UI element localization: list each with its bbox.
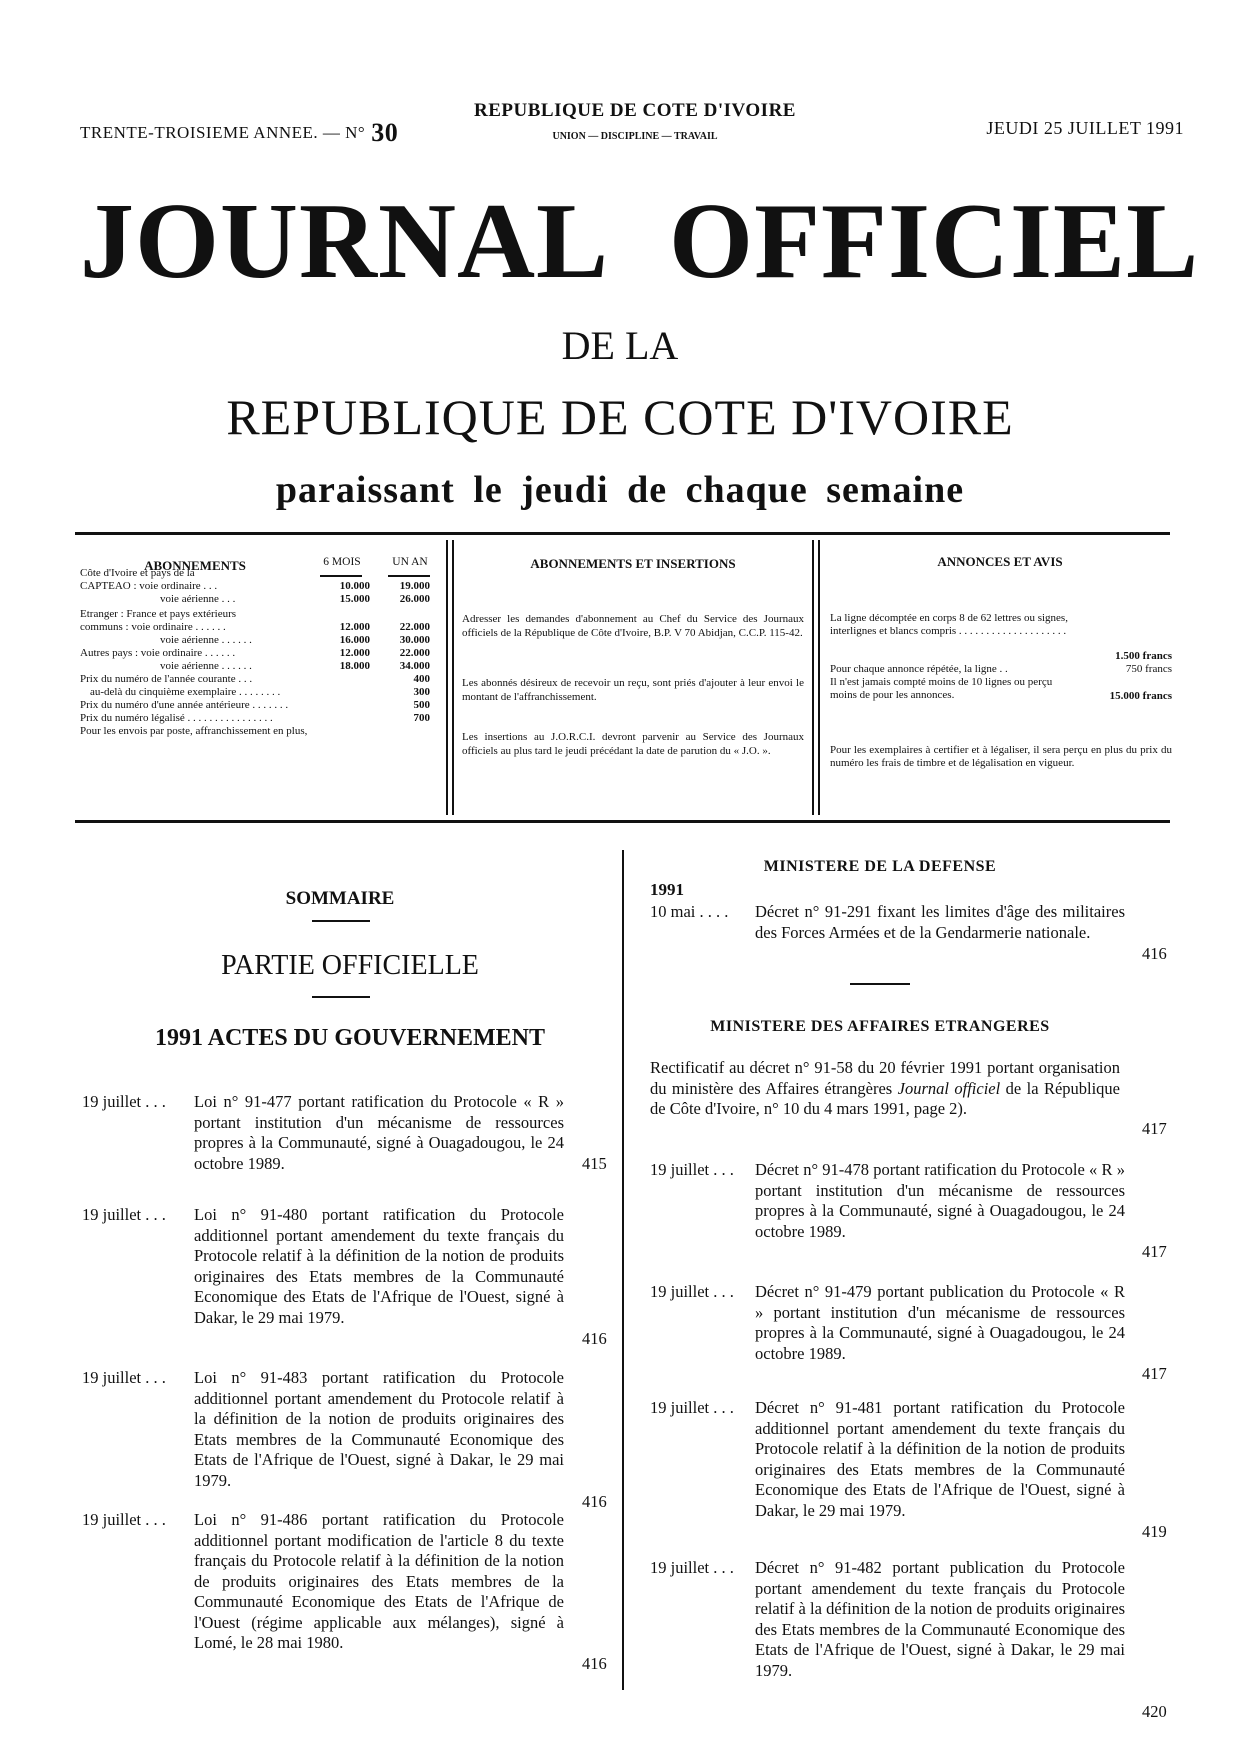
entry-page-number: 416: [1142, 944, 1167, 963]
abonnement-6mois-value: 10.000: [339, 580, 370, 592]
abonnement-an-value: 34.000: [399, 660, 430, 672]
entry-date: 19 juillet . . .: [82, 1510, 166, 1529]
annonces-heading: ANNONCES ET AVIS: [937, 554, 1063, 569]
abonnement-an-value: 30.000: [399, 634, 430, 646]
republic-title: REPUBLIQUE DE COTE D'IVOIRE: [226, 389, 1014, 445]
partie-rule: [312, 996, 370, 998]
entry-text: Loi n° 91-486 portant ratification du Protocole additionnel portant modification de l'article 8 du texte français du Protocole relatif à la définition de la notion de produits originaires des Etats membres de la Communauté Economique des Etats de l'Afrique de l'Ouest (régime applicable aux mélanges), signé à Lomé, le 28 mai 1980.: [194, 1510, 564, 1652]
entry-text: Décret n° 91-291 fixant les limites d'âge des militaires des Forces Armées et de la Gendarmerie nationale.: [755, 902, 1125, 942]
abonnement-row: [80, 621, 440, 634]
box-top-rule: [75, 532, 1170, 535]
abonnement-label: voie aérienne . . . . . .: [160, 660, 252, 672]
abonnement-row: [80, 580, 440, 593]
defense-year: 1991: [650, 880, 684, 899]
abonnement-row: [80, 686, 440, 699]
abonnement-an-value: 26.000: [399, 593, 430, 605]
republic-header: REPUBLIQUE DE COTE D'IVOIRE: [474, 100, 796, 121]
entry-text: Décret n° 91-482 portant publication du Protocole portant amendement du texte français du Protocole relatif à la définition de la notion de produits originaires des Etats membres de la Communauté Economique des Etats de l'Afrique de l'Ouest, signé à Dakar, le 29 mai 1979.: [755, 1558, 1125, 1680]
issue-number: 30: [371, 118, 399, 147]
year-issue-label: TRENTE-TROISIEME ANNEE. — N°: [80, 123, 366, 142]
abonnement-label: au-delà du cinquième exemplaire . . . . . . . .: [90, 686, 281, 698]
abonnement-label: communs : voie ordinaire . . . . . .: [80, 621, 226, 633]
abonnement-label: voie aérienne . . . . . .: [160, 634, 252, 646]
annonces-price-2: 750 francs: [1125, 663, 1172, 675]
entry-page-number: 415: [582, 1154, 607, 1173]
box-divider-2b: [818, 540, 820, 815]
abonnement-label: Etranger : France et pays extérieurs: [80, 608, 237, 620]
annonces-price-3: 15.000 francs: [1109, 690, 1172, 702]
insertions-para-2: Les abonnés désireux de recevoir un reçu, sont priés d'ajouter à leur envoi le montant de l'affranchissement.: [462, 677, 804, 703]
defense-rule: [850, 983, 910, 985]
col-6-mois: 6 MOIS: [323, 556, 361, 568]
entry-date: 19 juillet . . .: [82, 1368, 166, 1387]
abonnement-6mois-value: 15.000: [339, 593, 370, 605]
box-divider-2: [812, 540, 814, 815]
abonnement-row: [80, 699, 440, 712]
entry-date: 19 juillet . . .: [650, 1558, 734, 1577]
rectificatif-page: 417: [1142, 1119, 1167, 1138]
annonces-line-2: Pour chaque annonce répétée, la ligne . .: [830, 663, 1008, 675]
sommaire-rule: [312, 920, 370, 922]
entry-page-number: 419: [1142, 1522, 1167, 1541]
abonnement-row: [80, 660, 440, 673]
rectificatif-journal: Journal officiel: [897, 1078, 1001, 1098]
abonnement-6mois-value: 12.000: [339, 621, 370, 633]
abonnement-row: [80, 593, 440, 606]
abonnement-an-value: 300: [413, 686, 430, 698]
tagline: paraissant le jeudi de chaque semaine: [275, 469, 965, 511]
abonnement-label: CAPTEAO : voie ordinaire . . .: [80, 580, 218, 592]
entry-date: 10 mai . . . .: [650, 902, 729, 921]
rectificatif-text-b: de la République de Côte d'Ivoire, n° 10 du 4 mars 1991, page 2).: [650, 1078, 1121, 1118]
box-divider-1b: [452, 540, 454, 815]
entry-page-number: 420: [1142, 1702, 1167, 1721]
entry-text: Loi n° 91-483 portant ratification du Protocole additionnel portant amendement du Protocole relatif à la définition de la notion de produits originaires des Etats membres de la Communauté Economique des Etats de l'Afrique de l'Ouest, signé à Dakar, le 29 mai 1979.: [194, 1368, 564, 1490]
abonnement-row: [80, 567, 440, 580]
abonnement-an-value: 400: [413, 673, 430, 685]
abonnement-6mois-value: 16.000: [339, 634, 370, 646]
box-bottom-rule: [75, 820, 1170, 823]
entry-page-number: 417: [1142, 1364, 1167, 1383]
sommaire-title: SOMMAIRE: [285, 888, 395, 909]
abonnement-row: [80, 608, 440, 621]
entry-page-number: 417: [1142, 1242, 1167, 1261]
abonnement-label: Pour les envois par poste, affranchissement en plus,: [80, 725, 308, 737]
issue-date: JEUDI 25 JUILLET 1991: [986, 118, 1184, 138]
entry-text: Loi n° 91-480 portant ratification du Protocole additionnel portant amendement du texte français du Protocole relatif à la définition de la notion de produits originaires des Etats membres de la Communauté Economique des Etats de l'Afrique de l'Ouest, signé à Dakar, le 29 mai 1979.: [194, 1205, 564, 1327]
annonces-line-1: La ligne décomptée en corps 8 de 62 lettres ou signes, interlignes et blancs compris . . . . . . . . . . . . . . . . . . . .: [830, 612, 1068, 637]
abonnement-row: [80, 725, 440, 738]
abonnement-label: voie aérienne . . .: [160, 593, 236, 605]
entry-date: 19 juillet . . .: [82, 1092, 166, 1111]
abonnement-6mois-value: 18.000: [339, 660, 370, 672]
annonces-line-3: Il n'est jamais compté moins de 10 lignes ou perçu moins de pour les annonces.: [830, 676, 1053, 701]
abonnement-an-value: 22.000: [399, 647, 430, 659]
entry-text: Décret n° 91-479 portant publication du Protocole « R » portant institution d'un mécanisme de ressources propres à la Communauté, signé à Ouagadougou, le 24 octobre 1989.: [755, 1282, 1125, 1363]
partie-officielle: PARTIE OFFICIELLE: [221, 950, 479, 981]
entry-date: 19 juillet . . .: [82, 1205, 166, 1224]
entry-text: Loi n° 91-477 portant ratification du Protocole « R » portant institution d'un mécanisme de ressources propres à la Communauté, signé à Ouagadougou, le 24 octobre 1989.: [194, 1092, 564, 1173]
entry-date: 19 juillet . . .: [650, 1398, 734, 1417]
motto: UNION — DISCIPLINE — TRAVAIL: [552, 131, 718, 142]
abonnement-label: Prix du numéro de l'année courante . . .: [80, 673, 253, 685]
journal-title: JOURNAL OFFICIEL: [80, 182, 1200, 301]
entry-page-number: 416: [582, 1329, 607, 1348]
abonnement-an-value: 22.000: [399, 621, 430, 633]
issue-label: [80, 118, 398, 148]
entry-date: 19 juillet . . .: [650, 1282, 734, 1301]
entry-text: Décret n° 91-481 portant ratification du Protocole additionnel portant amendement du texte français du Protocole relatif à la définition de la notion de produits originaires des Etats membres de la Communauté Economique des Etats de l'Afrique de l'Ouest, signé à Dakar, le 29 mai 1979.: [755, 1398, 1125, 1520]
abonnement-label: Autres pays : voie ordinaire . . . . . .: [80, 647, 236, 659]
abonnement-an-value: 19.000: [399, 580, 430, 592]
insertions-para-3: Les insertions au J.O.R.C.I. devront parvenir au Service des Journaux officiels au plus tard le jeudi précédant la date de parution du « J.O. ».: [462, 731, 804, 757]
insertions-heading: ABONNEMENTS ET INSERTIONS: [530, 556, 736, 571]
rectificatif: [650, 1058, 1120, 1120]
rectificatif-text-a: Rectificatif au décret n° 91-58 du 20 février 1991 portant organisation du ministère des Affaires étrangères: [650, 1058, 1120, 1098]
entry-date: 19 juillet . . .: [650, 1160, 734, 1179]
abonnement-row: [80, 712, 440, 725]
abonnement-an-value: 500: [413, 699, 430, 711]
column-divider: [622, 850, 624, 1690]
entry-page-number: 416: [582, 1492, 607, 1511]
abonnements-heading: ABONNEMENTS: [144, 558, 246, 573]
de-la: DE LA: [561, 323, 679, 368]
actes-title: 1991 ACTES DU GOUVERNEMENT: [154, 1025, 546, 1051]
insertions-para-1: Adresser les demandes d'abonnement au Chef du Service des Journaux officiels de la République de Côte d'Ivoire, B.P. V 70 Abidjan, C.C.P. 115-42.: [462, 613, 804, 639]
box-divider-1: [446, 540, 448, 815]
abonnement-6mois-value: 12.000: [339, 647, 370, 659]
entry-page-number: 416: [582, 1654, 607, 1673]
abonnement-row: [80, 647, 440, 660]
annonces-para-bottom: Pour les exemplaires à certifier et à légaliser, il sera perçu en plus du prix du numéro les frais de timbre et de légalisation en vigueur.: [830, 744, 1172, 769]
abonnement-label: Prix du numéro d'une année antérieure . . . . . . .: [80, 699, 289, 711]
col-un-an: UN AN: [392, 556, 428, 568]
abonnement-label: Prix du numéro légalisé . . . . . . . . . . . . . . . .: [80, 712, 273, 724]
abonnement-label: Côte d'Ivoire et pays de la: [80, 567, 195, 579]
defense-title: MINISTERE DE LA DEFENSE: [763, 858, 997, 875]
abonnement-row: [80, 673, 440, 686]
entry-text: Décret n° 91-478 portant ratification du Protocole « R » portant institution d'un mécanisme de ressources propres à la Communauté, signé à Ouagadougou, le 24 octobre 1989.: [755, 1160, 1125, 1241]
affaires-title: MINISTERE DES AFFAIRES ETRANGERES: [710, 1018, 1050, 1035]
abonnement-an-value: 700: [413, 712, 430, 724]
annonces-price-1: 1.500 francs: [1115, 650, 1172, 662]
abonnement-row: [80, 634, 440, 647]
